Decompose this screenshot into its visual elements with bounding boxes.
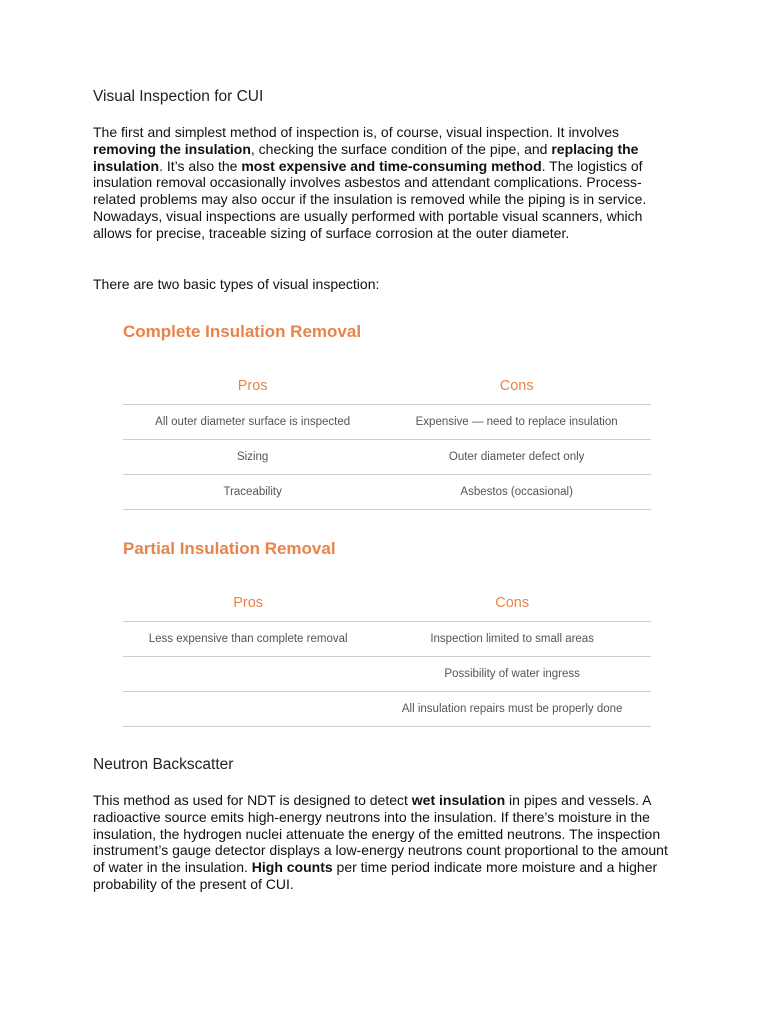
visual-inspection-heading: Visual Inspection for CUI (93, 88, 264, 105)
cons-header: Cons (382, 368, 651, 405)
emphasis-text: replacing the insulation (93, 140, 639, 174)
text-run: . The logistics of insulation removal occasionally involves asbestos and attendant complications. Process-related problems may also occur if the insulation is removed while the piping is in service. Nowadays, visual inspections are usually performed with portable visual scanners, which allows for precise, traceable sizing of surface corrosion at the outer diameter. (93, 157, 647, 241)
partial-removal-title: Partial Insulation Removal (123, 539, 336, 558)
text-run: This method as used for NDT is designed to detect (93, 792, 412, 808)
emphasis-text: High counts (251, 859, 333, 876)
types-intro-line: There are two basic types of visual inspection: (93, 276, 380, 292)
complete-removal-table (123, 368, 651, 510)
table-header-row (123, 585, 651, 622)
table-row (123, 440, 651, 475)
text-run: The first and simplest method of inspection is, of course, visual inspection. It involves (93, 124, 620, 140)
table-row (123, 692, 651, 727)
text-run: in pipes and vessels. A radioactive source emits high-energy neutrons into the insulation. If there’s moisture in the insulation, the hydrogen nuclei attenuate the energy of the emitted neutrons. The inspection instrument’s gauge detector displays a low-energy neutrons count proportional to the amount of water in the insulation. (93, 792, 668, 876)
cons-cell: All insulation repairs must be properly done (373, 692, 651, 727)
partial-removal-rows (123, 622, 651, 727)
neutron-backscatter-heading: Neutron Backscatter (93, 756, 234, 773)
table-row (123, 475, 651, 510)
emphasis-text: most expensive and time-consuming method (241, 157, 542, 174)
pros-cell: All outer diameter surface is inspected (123, 405, 382, 440)
partial-removal-table (123, 585, 651, 727)
cons-cell: Inspection limited to small areas (373, 622, 651, 657)
pros-cell (123, 692, 373, 727)
pros-header: Pros (123, 368, 382, 405)
table-row (123, 405, 651, 440)
cons-header: Cons (373, 585, 651, 622)
pros-cell: Traceability (123, 475, 382, 510)
complete-removal-title: Complete Insulation Removal (123, 322, 362, 341)
emphasis-text: wet insulation (411, 792, 506, 808)
table-header-row (123, 368, 651, 405)
table-row (123, 657, 651, 692)
text-run: . It’s also the (159, 157, 242, 174)
cons-cell: Asbestos (occasional) (382, 475, 651, 510)
pros-cell: Sizing (123, 440, 382, 475)
pros-cell (123, 657, 373, 692)
complete-removal-rows (123, 405, 651, 510)
pros-cell: Less expensive than complete removal (123, 622, 373, 657)
pros-header: Pros (123, 585, 373, 622)
visual-inspection-intro (93, 124, 677, 242)
cons-cell: Possibility of water ingress (373, 657, 651, 692)
text-run: , checking the surface condition of the pipe, and (250, 140, 552, 157)
text-run: per time period indicate more moisture and a higher probability of the present of CUI. (93, 859, 658, 892)
neutron-backscatter-body (93, 792, 677, 893)
table-row (123, 622, 651, 657)
emphasis-text: removing the insulation (93, 140, 251, 157)
cons-cell: Outer diameter defect only (382, 440, 651, 475)
cons-cell: Expensive — need to replace insulation (382, 405, 651, 440)
